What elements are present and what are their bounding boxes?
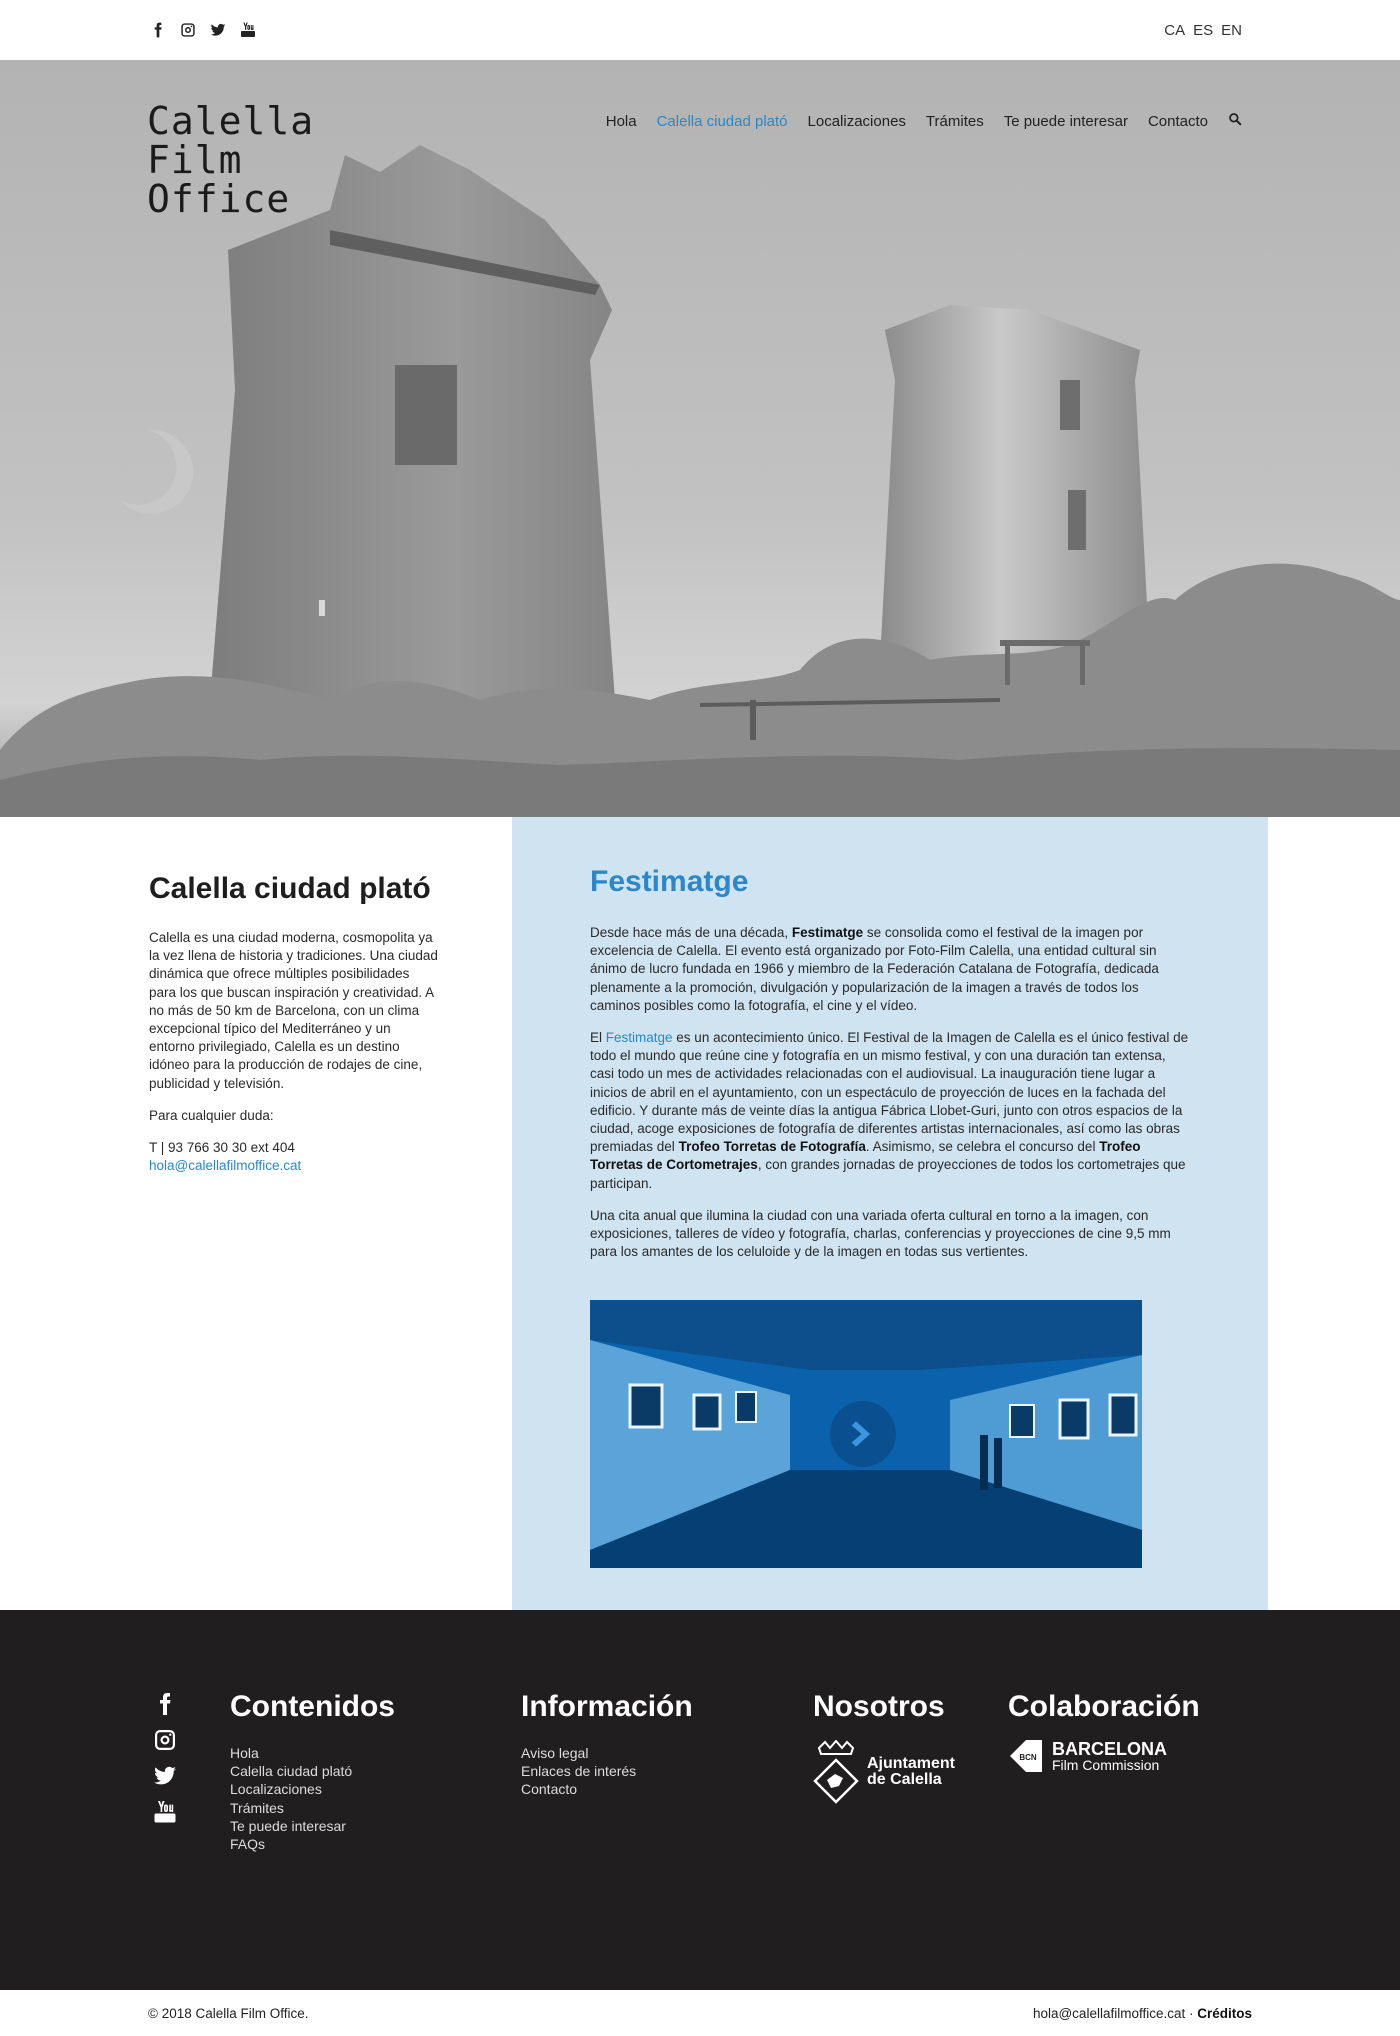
- footer-col-nosotros: [813, 1690, 955, 1804]
- footer-col-contenidos: [230, 1690, 395, 1853]
- youtube-icon[interactable]: [238, 20, 258, 40]
- chevron-right-icon: [846, 1417, 880, 1451]
- nav-item-tramites[interactable]: Trámites: [925, 112, 984, 130]
- facebook-icon[interactable]: [152, 1690, 178, 1718]
- page-title: Calella ciudad plató: [149, 872, 431, 905]
- lang-es[interactable]: ES: [1193, 22, 1214, 39]
- credits-link[interactable]: Créditos: [1197, 2006, 1252, 2021]
- nav-item-localizaciones[interactable]: Localizaciones: [807, 112, 906, 130]
- footer-link-enlaces[interactable]: Enlaces de interés: [521, 1763, 637, 1780]
- footer-link-hola[interactable]: Hola: [230, 1745, 259, 1761]
- footer-heading-colaboracion: Colaboración: [1008, 1690, 1200, 1723]
- festimatge-paragraph-3: Una cita anual que ilumina la ciudad con una variada oferta cultural en torno a la imagen, con exposiciones, talleres de vídeo y fotografía, charlas, conferencias y proyecciones de cine 9,5 mm para los amantes de los celuloide y de la imagen en todas sus vertientes.: [590, 1207, 1171, 1260]
- twitter-icon[interactable]: [208, 20, 228, 40]
- footer-link-aviso-legal[interactable]: Aviso legal: [521, 1745, 589, 1761]
- instagram-icon[interactable]: [152, 1726, 178, 1754]
- nav-item-contacto[interactable]: Contacto: [1147, 112, 1208, 130]
- footer-link-tramites[interactable]: Trámites: [230, 1799, 284, 1816]
- lang-ca[interactable]: CA: [1164, 22, 1186, 39]
- intro-column: [149, 867, 439, 1175]
- logo-line-3: Office: [147, 177, 291, 221]
- nav-item-te-puede-interesar[interactable]: Te puede interesar: [1003, 112, 1128, 130]
- youtube-icon[interactable]: [152, 1798, 178, 1826]
- festimatge-text: [590, 924, 1190, 1275]
- logo-line-1: Calella: [147, 99, 315, 143]
- ajuntament-logo-line-1: Ajuntament: [867, 1755, 955, 1772]
- contact-email-link[interactable]: hola@calellafilmoffice.cat: [149, 1158, 302, 1174]
- footer-col-informacion: [521, 1690, 693, 1799]
- logo-line-2: Film: [147, 138, 243, 182]
- bottom-email-link[interactable]: hola@calellafilmoffice.cat: [1032, 2006, 1186, 2021]
- footer-heading-informacion: Información: [521, 1690, 693, 1723]
- doubt-label: Para cualquier duda:: [149, 1107, 274, 1123]
- footer-heading-contenidos: Contenidos: [230, 1690, 395, 1723]
- site-footer: [0, 1610, 1400, 1990]
- svg-text:BCN: BCN: [1019, 1753, 1037, 1762]
- bottom-links: hola@calellafilmoffice.cat · Créditos: [1032, 2006, 1252, 2021]
- festimatge-gallery: [590, 1300, 1142, 1568]
- festimatge-panel: [512, 817, 1268, 1610]
- nav-item-ciudad-plato[interactable]: Calella ciudad plató: [656, 112, 788, 130]
- lang-en[interactable]: EN: [1221, 22, 1242, 39]
- site-logo[interactable]: [147, 99, 315, 221]
- bcn-logo-line-2: Film Commission: [1052, 1757, 1160, 1773]
- bottom-bar: [0, 1990, 1400, 2036]
- search-icon[interactable]: [1228, 112, 1242, 130]
- festimatge-title: Festimatge: [590, 865, 749, 898]
- phone-number: T | 93 766 30 30 ext 404: [149, 1140, 295, 1156]
- footer-link-te-puede-interesar[interactable]: Te puede interesar: [230, 1817, 346, 1834]
- social-links: [148, 20, 258, 40]
- bcn-badge-icon: [1008, 1738, 1044, 1774]
- festimatge-link[interactable]: Festimatge: [605, 1030, 673, 1046]
- facebook-icon[interactable]: [148, 20, 168, 40]
- barcelona-film-commission-logo[interactable]: [1008, 1738, 1200, 1774]
- festimatge-paragraph-1: Desde hace más de una década, Festimatge se consolida como el festival de la imagen por excelencia de Calella. El evento está organizado por Foto-Film Calella, una entidad cultural sin ánimo de lucro fundada en 1966 y miembro de la Federación Catalana de Fotografía, dedicada plenamente a la promoción, divulgación y popularización de la imagen a través de todos los caminos posibles como la fotografía, el cine y el vídeo.: [590, 925, 1159, 1013]
- instagram-icon[interactable]: [178, 20, 198, 40]
- bcn-logo-line-1: BARCELONA: [1052, 1739, 1167, 1759]
- calella-crest-icon: [813, 1740, 859, 1804]
- top-bar: [0, 0, 1400, 60]
- footer-link-ciudad-plato[interactable]: Calella ciudad plató: [230, 1763, 353, 1780]
- footer-social-links: [152, 1690, 178, 1826]
- main-content: [0, 817, 1400, 1610]
- copyright: © 2018 Calella Film Office.: [148, 2006, 309, 2021]
- footer-col-colaboracion: [1008, 1690, 1200, 1774]
- footer-link-faqs[interactable]: FAQs: [230, 1836, 266, 1853]
- festimatge-paragraph-2: El Festimatge es un acontecimiento único. El Festival de la Imagen de Calella es el único festival de todo el mundo que reúne cine y fotografía en un mismo festival, y con una duración tan extensa, casi todo un mes de actividades relacionadas con el audiovisual. La inauguración tiene lugar a inicios de abril en el ayuntamiento, con un espectáculo de proyección de luces en la fachada del edificio. Y durante más de veinte días la antigua Fábrica Llobet-Guri, junto con otros espacios de la ciudad, acoge exposiciones de fotografía de diferentes artistas internacionales, así como las obras premiadas del Trofeo Torretas de Fotografía. Asimismo, se celebra el concurso del Trofeo Torretas de Cortometrajes, con grandes jornadas de proyecciones de todos los cortometrajes que participan.: [590, 1030, 1189, 1191]
- language-switcher: [1164, 22, 1242, 39]
- twitter-icon[interactable]: [152, 1762, 178, 1790]
- footer-heading-nosotros: Nosotros: [813, 1690, 945, 1723]
- hero-banner: [0, 60, 1400, 817]
- footer-link-localizaciones[interactable]: Localizaciones: [230, 1781, 322, 1798]
- main-nav: [606, 112, 1242, 130]
- intro-description: Calella es una ciudad moderna, cosmopolita ya la vez llena de historia y tradiciones. Una ciudad dinámica que ofrece múltiples posibilidades para los que buscan inspiración y creatividad. A no más de 50 km de Barcelona, con un clima excepcional típico del Mediterráneo y un entorno privilegiado, Calella es un destino idóneo para la producción de rodajes de cine, publicidad y televisión.: [149, 930, 438, 1091]
- gallery-next-button[interactable]: [830, 1401, 896, 1467]
- footer-link-contacto[interactable]: Contacto: [521, 1781, 578, 1798]
- nav-item-hola[interactable]: Hola: [605, 112, 637, 130]
- ajuntament-logo-line-2: de Calella: [867, 1771, 942, 1788]
- ajuntament-calella-logo[interactable]: [813, 1740, 955, 1804]
